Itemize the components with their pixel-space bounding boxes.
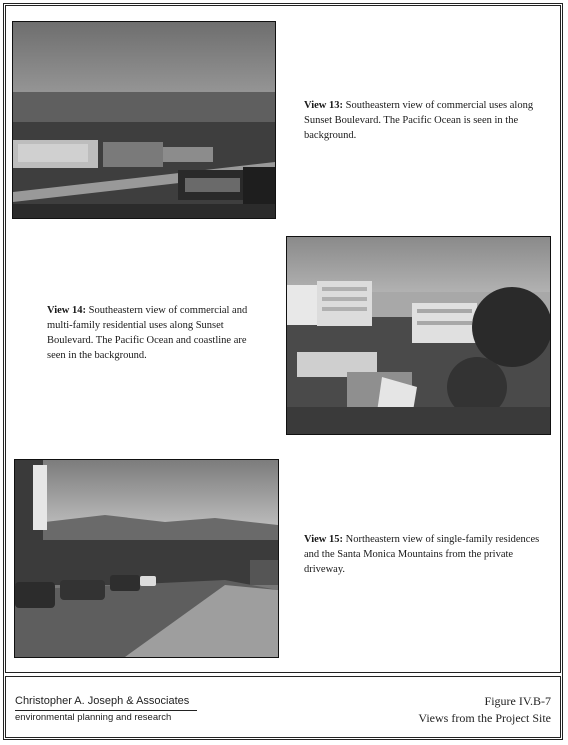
view-13-caption <box>304 98 554 143</box>
company-name: Christopher A. Joseph & Associates <box>15 695 190 707</box>
company-rule <box>15 710 197 711</box>
view-15-photo <box>14 459 279 658</box>
figure-number: Figure IV.B-7 <box>484 694 551 708</box>
figure-label <box>418 693 551 727</box>
company-tagline: environmental planning and research <box>15 712 172 723</box>
view-13-photo <box>12 21 276 219</box>
view-14-label: View 14: <box>47 305 86 316</box>
view-13-label: View 13: <box>304 100 343 111</box>
view-15-text: Northeastern view of single-family residences and the Santa Monica Mountains from the private driveway. <box>304 534 540 575</box>
view-15-label: View 15: <box>304 534 343 545</box>
view-15-caption <box>304 532 554 577</box>
company-block <box>15 695 190 723</box>
view-14-text: Southeastern view of commercial and multi-family residential uses along Sunset Boulevard. The Pacific Ocean and coastline are seen in the background. <box>47 305 248 361</box>
view-14-photo <box>286 236 551 435</box>
view-13-text: Southeastern view of commercial uses along Sunset Boulevard. The Pacific Ocean is seen in the background. <box>304 100 534 141</box>
view-14-caption <box>47 303 267 363</box>
figure-title: Views from the Project Site <box>418 711 551 725</box>
